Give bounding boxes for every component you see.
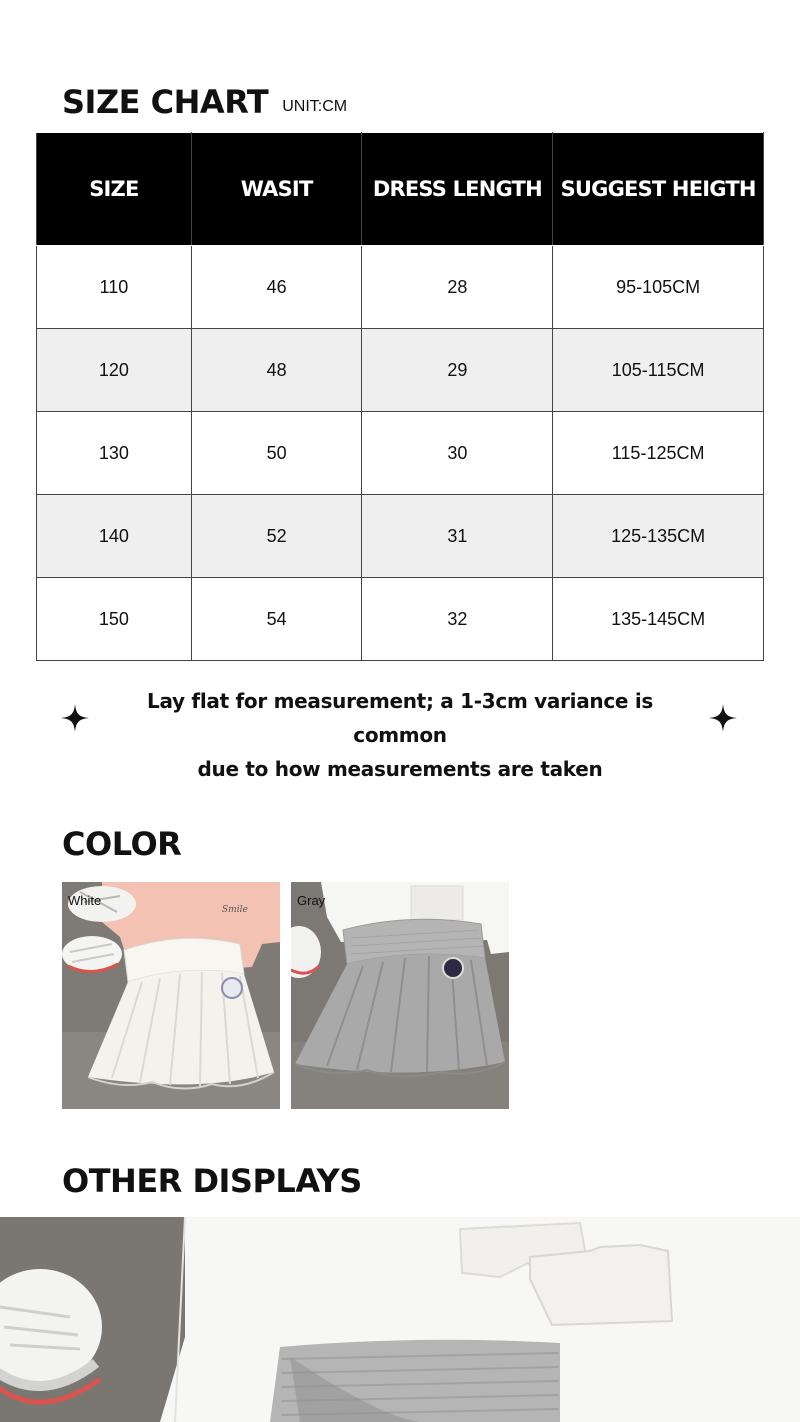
color-label-white: White — [68, 893, 102, 908]
cell-waist: 50 — [191, 412, 362, 495]
sparkle-icon — [61, 704, 89, 732]
cell-waist: 52 — [191, 495, 362, 578]
cell-waist: 48 — [191, 329, 362, 412]
measurement-note — [100, 684, 700, 786]
cell-dress-length: 31 — [362, 495, 553, 578]
cell-dress-length: 32 — [362, 578, 553, 661]
color-label-gray: Gray — [297, 893, 326, 908]
cell-suggest-height: 125-135CM — [553, 495, 764, 578]
cell-size: 140 — [37, 495, 192, 578]
size-chart-title: SIZE CHART — [62, 83, 269, 121]
color-section-title: COLOR — [62, 825, 182, 863]
size-chart-unit: UNIT:CM — [282, 98, 348, 115]
note-line-1: Lay flat for measurement; a 1-3cm variance is common — [147, 689, 653, 747]
other-displays-title: OTHER DISPLAYS — [62, 1162, 362, 1200]
cell-suggest-height: 105-115CM — [553, 329, 764, 412]
cell-size: 150 — [37, 578, 192, 661]
cell-waist: 46 — [191, 246, 362, 329]
cell-suggest-height: 115-125CM — [553, 412, 764, 495]
table-row — [37, 329, 764, 412]
header-suggest-height: SUGGEST HEIGTH — [553, 133, 764, 246]
product-display-image — [0, 1217, 800, 1422]
cell-dress-length: 30 — [362, 412, 553, 495]
table-row — [37, 246, 764, 329]
table-row — [37, 578, 764, 661]
svg-text:Smile: Smile — [222, 905, 248, 915]
color-option-white[interactable] — [62, 882, 280, 1109]
color-option-gray[interactable] — [291, 882, 509, 1109]
header-waist: WASIT — [191, 133, 362, 246]
gray-skirt-image — [291, 882, 509, 1109]
table-header-row — [37, 133, 764, 246]
cell-size: 110 — [37, 246, 192, 329]
size-chart-table — [36, 132, 764, 661]
note-line-2: due to how measurements are taken — [197, 757, 603, 781]
header-size: SIZE — [37, 133, 192, 246]
cell-suggest-height: 95-105CM — [553, 246, 764, 329]
cell-size: 120 — [37, 329, 192, 412]
white-skirt-image — [62, 882, 280, 1109]
header-dress-length: DRESS LENGTH — [362, 133, 553, 246]
table-row — [37, 412, 764, 495]
cell-waist: 54 — [191, 578, 362, 661]
cell-suggest-height: 135-145CM — [553, 578, 764, 661]
cell-dress-length: 29 — [362, 329, 553, 412]
cell-size: 130 — [37, 412, 192, 495]
size-chart-heading — [62, 74, 348, 121]
cell-dress-length: 28 — [362, 246, 553, 329]
sparkle-icon — [709, 704, 737, 732]
table-row — [37, 495, 764, 578]
